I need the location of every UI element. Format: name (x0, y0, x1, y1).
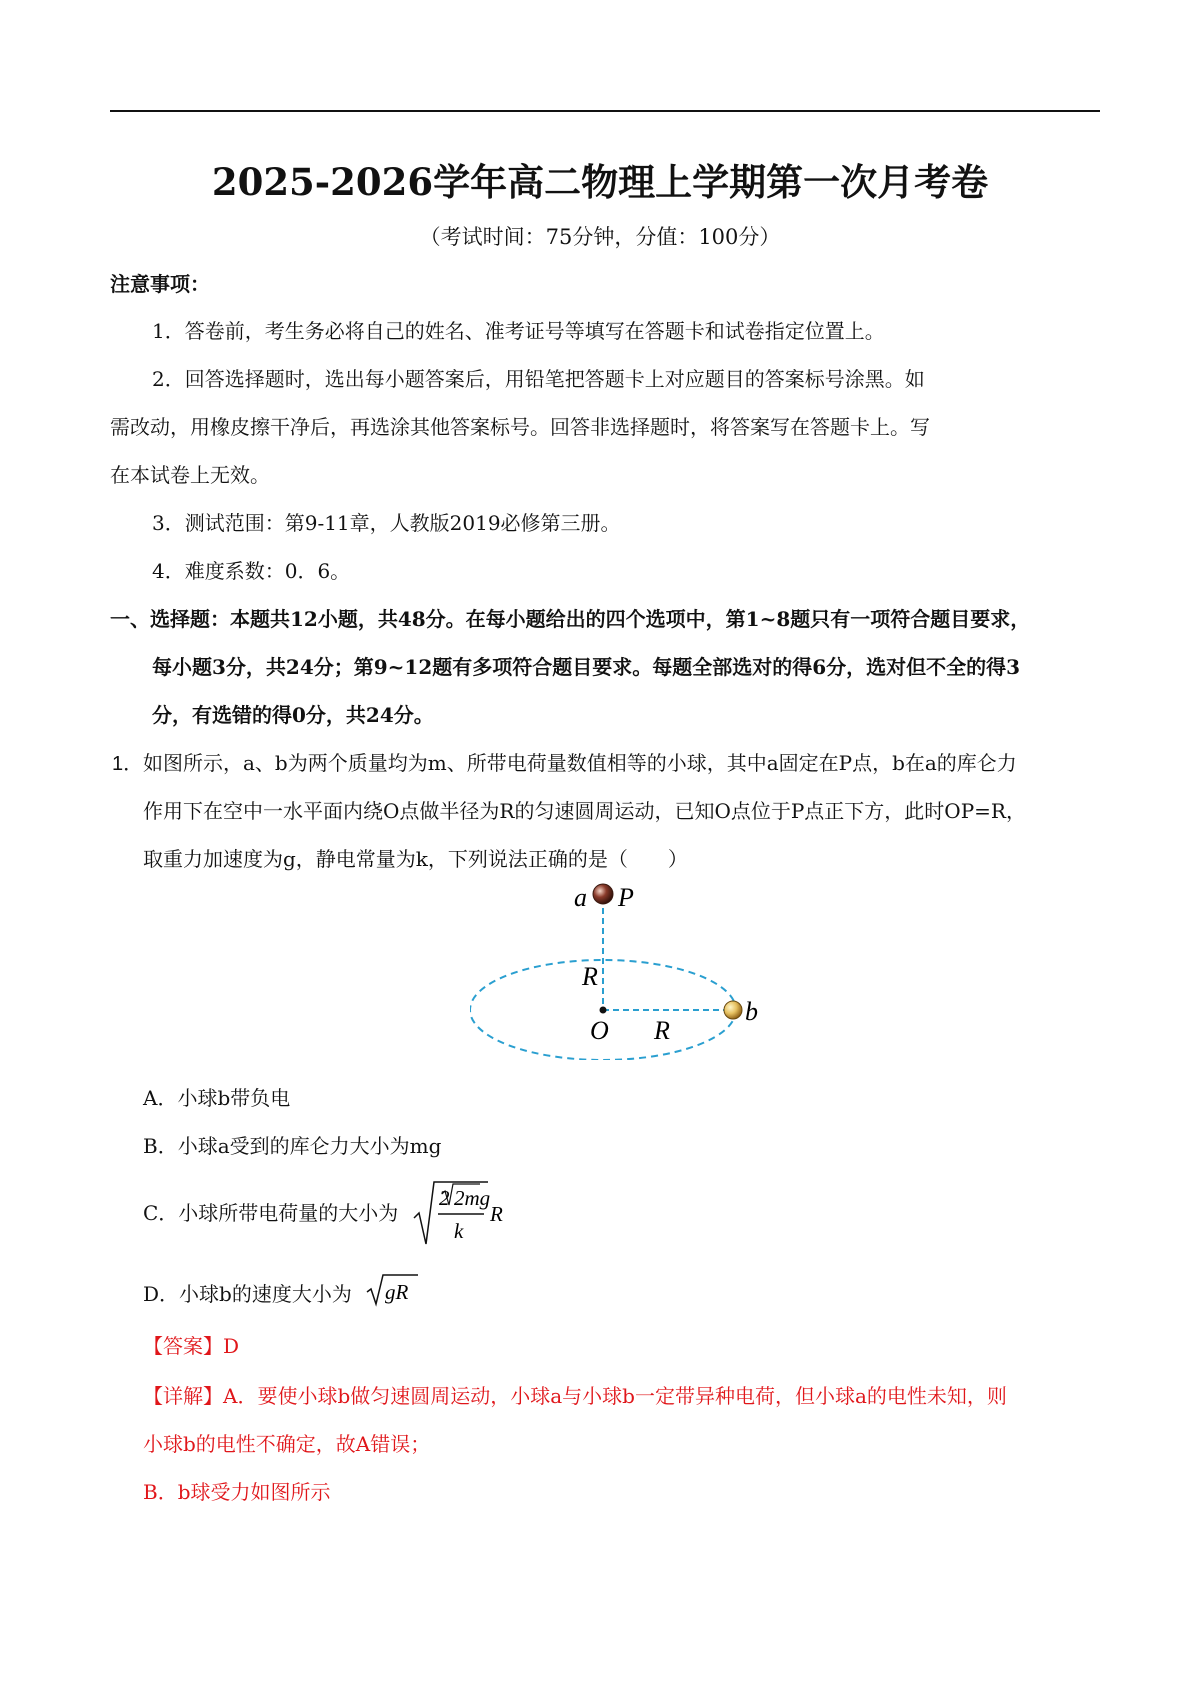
option-c (143, 1197, 398, 1226)
label-b: b (745, 997, 758, 1026)
label-R-vertical: R (582, 962, 598, 991)
section-heading: 一、选择题：本题共12小题，共48分。在每小题给出的四个选项中，第1~8题只有一项符合题目要求， (110, 607, 1031, 631)
option-d-formula (366, 1272, 426, 1308)
c-numerator: 2mg (454, 1186, 491, 1210)
page-title: 2025-2026学年高二物理上学期第一次月考卷 (211, 160, 989, 204)
option-b: B．小球a受到的库仑力大小为mg (143, 1134, 442, 1158)
question-stem: 如图所示，a、b为两个质量均为m、所带电荷量数值相等的小球，其中a固定在P点，b在a的库仑力 (143, 751, 1017, 775)
c-tail: R (490, 1202, 503, 1226)
point-O (600, 1007, 607, 1014)
notice-item: 需改动，用橡皮擦干净后，再选涂其他答案标号。回答非选择题时，将答案写在答题卡上。写 (110, 415, 930, 439)
label-a: a (574, 883, 587, 912)
explanation-line: B．b球受力如图所示 (143, 1480, 331, 1504)
option-d-text: D．小球b的速度大小为 (143, 1282, 352, 1306)
c-denominator: k (454, 1219, 464, 1243)
notice-item: 3．测试范围：第9-11章，人教版2019必修第三册。 (152, 511, 621, 535)
notice-item: 在本试卷上无效。 (110, 463, 270, 487)
question-stem: 取重力加速度为g，静电常量为k，下列说法正确的是（ ） (143, 847, 688, 871)
notice-item: 4．难度系数：0．6。 (152, 559, 351, 583)
question-number: 1． (112, 753, 144, 775)
d-radicand: gR (385, 1280, 409, 1304)
svg-text:2: 2 (439, 1186, 450, 1210)
section-heading: 分，有选错的得0分，共24分。 (152, 703, 434, 727)
ball-b (724, 1001, 742, 1019)
section-heading: 每小题3分，共24分；第9~12题有多项符合题目要求。每题全部选对的得6分，选对但不全的得3 (152, 655, 1021, 679)
option-a: A．小球b带负电 (143, 1086, 291, 1110)
explanation-line: 【详解】A．要使小球b做匀速圆周运动，小球a与小球b一定带异种电荷，但小球a的电性未知，则 (143, 1384, 1007, 1408)
explanation-line: 小球b的电性不确定，故A错误； (143, 1432, 431, 1456)
notice-item: 1．答卷前，考生务必将自己的姓名、准考证号等填写在答题卡和试卷指定位置上。 (152, 319, 885, 343)
figure-orbit (470, 880, 770, 1060)
label-R-horizontal: R (654, 1016, 670, 1045)
exam-info: （考试时间：75分钟，分值：100分） (419, 225, 781, 249)
option-d (143, 1278, 352, 1307)
label-O: O (590, 1016, 609, 1045)
notice-heading: 注意事项： (110, 272, 210, 296)
label-P: P (618, 883, 634, 912)
question-stem: 作用下在空中一水平面内绕O点做半径为R的匀速圆周运动，已知O点位于P点正下方，此时OP=R， (143, 799, 1026, 823)
option-c-formula (412, 1178, 512, 1250)
option-c-text: C．小球所带电荷量的大小为 (143, 1201, 399, 1225)
notice-item: 2．回答选择题时，选出每小题答案后，用铅笔把答题卡上对应题目的答案标号涂黑。如 (152, 367, 925, 391)
answer-line: 【答案】D (143, 1334, 240, 1358)
ball-a (593, 884, 613, 904)
top-rule (110, 110, 1100, 112)
